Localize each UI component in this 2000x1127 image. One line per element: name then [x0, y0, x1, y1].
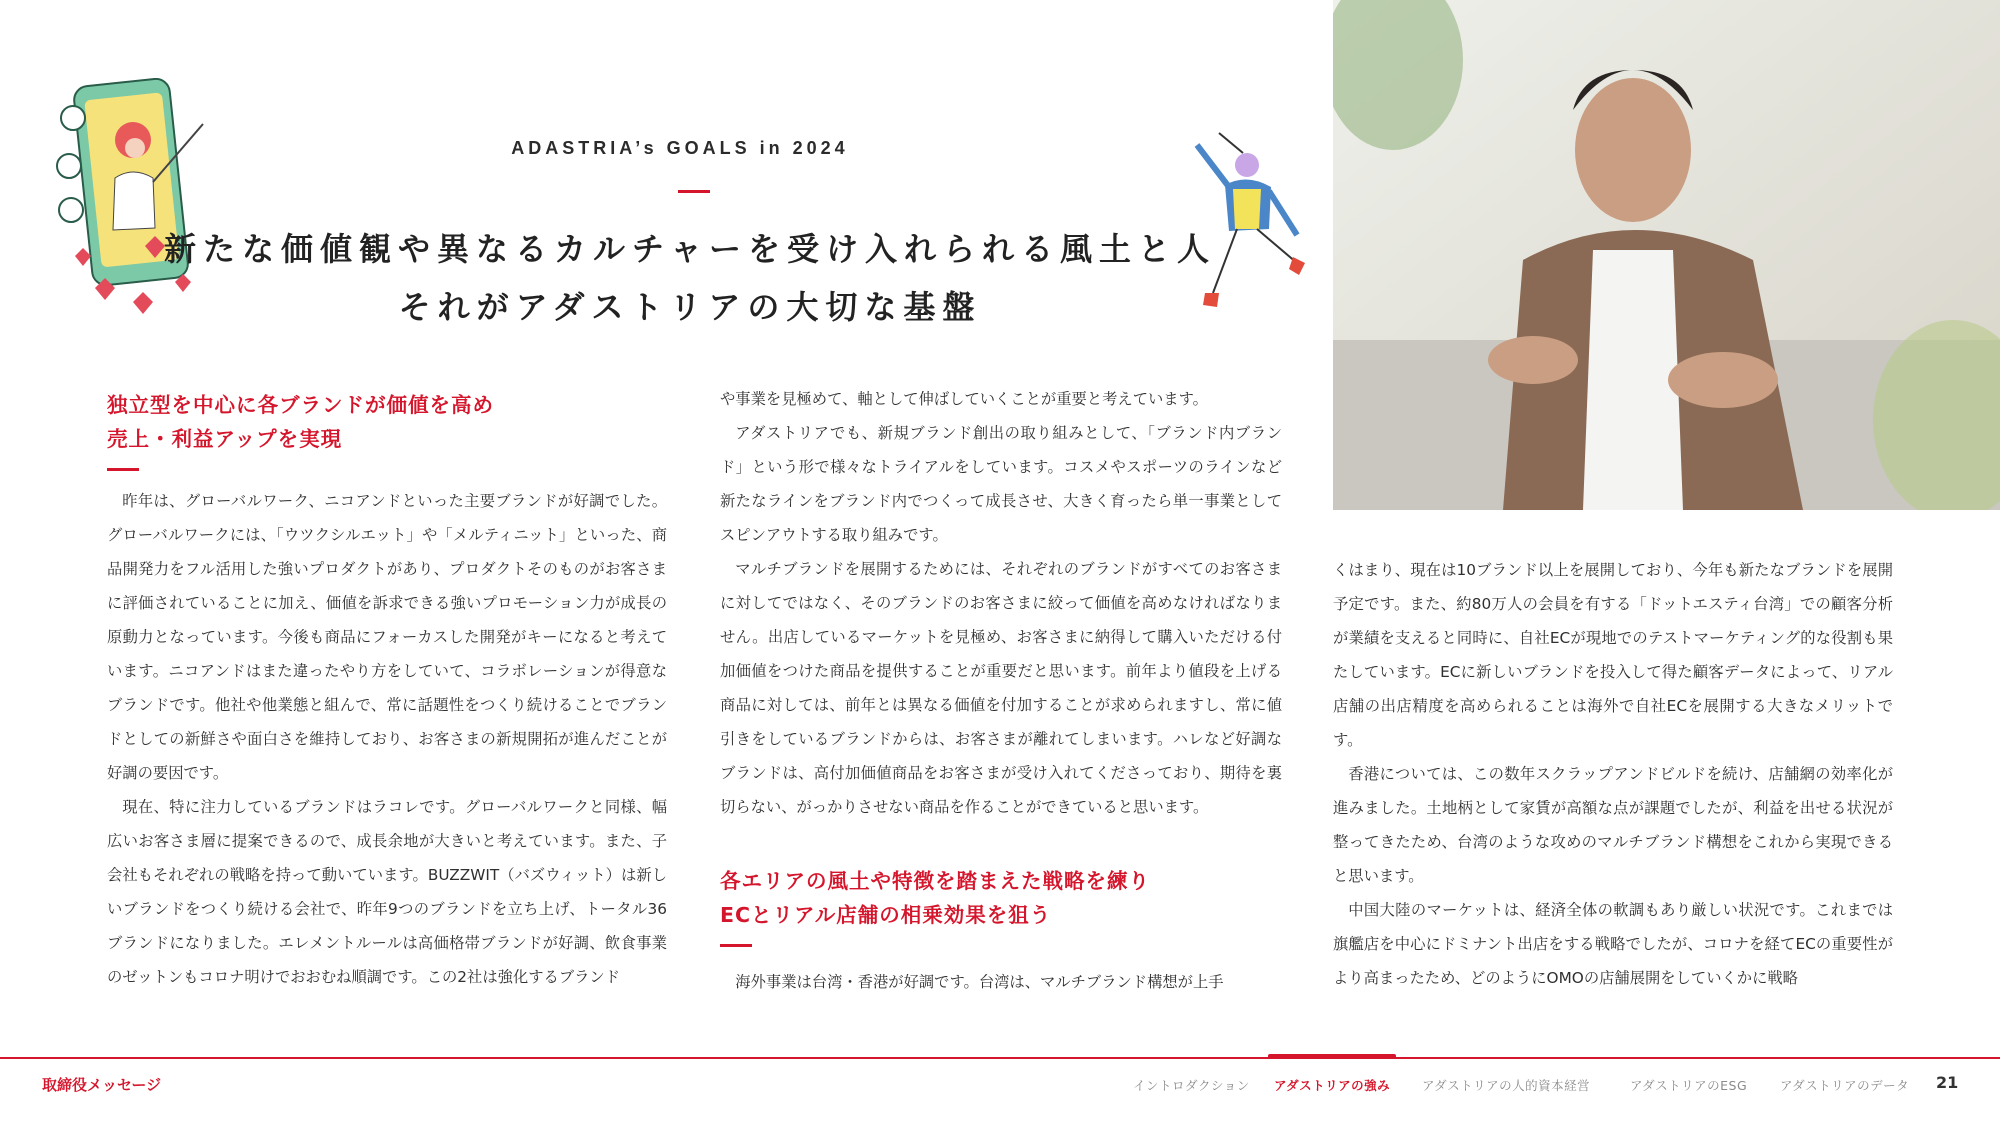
- goals-label: ADASTRIA’s GOALS in 2024: [511, 138, 849, 158]
- executive-photo: [1333, 0, 2000, 510]
- column-2-section-2: [720, 965, 1282, 999]
- paragraph: マルチブランドを展開するためには、それぞれのブランドがすべてのお客さまに対してではなく、そのブランドのお客さまに絞って価値を高めなければなりません。出店しているマーケットを見極め、お客さまに納得して購入いただける付加価値をつけた商品を提供することが重要だと思います。前年より値段を上げる商品に対しては、前年とは異なる価値を付加することが求められますし、常に値引きをしているブランドからは、お客さまが離れてしまいます。ハレなど好調なブランドは、高付加価値商品をお客さまが受け入れてくださっており、期待を裏切らない、がっかりさせない商品を作ることができていると思います。: [720, 560, 1282, 816]
- section-1-heading-line-2: 売上・利益アップを実現: [107, 427, 343, 451]
- paragraph: アダストリアでも、新規ブランド創出の取り組みとして、「ブランド内ブランド」という形で様々なトライアルをしています。コスメやスポーツのラインなど新たなラインをブランド内でつくって成長させ、大きく育ったら単一事業としてスピンアウトする取り組みです。: [720, 424, 1282, 544]
- nav-active-indicator: [1268, 1054, 1396, 1059]
- section-2-heading-line-1: 各エリアの風土や特徴を踏まえた戦略を練り: [720, 869, 1150, 893]
- nav-human-capital[interactable]: アダストリアの人的資本経営: [1422, 1078, 1591, 1093]
- section-1-heading-line-1: 独立型を中心に各ブランドが価値を高め: [107, 393, 494, 417]
- paragraph: 現在、特に注力しているブランドはラコレです。グローバルワークと同様、幅広いお客さま層に提案できるので、成長余地が大きいと考えています。また、子会社もそれぞれの戦略を持って動いています。BUZZWIT（バズウィット）は新しいブランドをつくり続ける会社で、昨年9つのブランドを立ち上げ、トータル36ブランドになりました。エレメントルールは高価格帯ブランドが好調、飲食事業のゼットンもコロナ明けでおおむね順調です。この2社は強化するブランド: [107, 798, 667, 986]
- paragraph: 香港については、この数年スクラップアンドビルドを続け、店舗網の効率化が進みました。土地柄として家賃が高額な点が課題でしたが、利益を出せる状況が整ってきたため、台湾のような攻めのマルチブランド構想をこれから実現できると思います。: [1333, 765, 1893, 885]
- nav-introduction[interactable]: イントロダクション: [1133, 1078, 1250, 1093]
- headline: [160, 220, 1220, 336]
- paragraph: 中国大陸のマーケットは、経済全体の軟調もあり厳しい状況です。これまでは旗艦店を中心にドミナント出店をする戦略でしたが、コロナを経てECの重要性がより高まったため、どのようにOMOの店舗展開をしていくかに戦略: [1333, 901, 1893, 987]
- headline-line-2: それがアダストリアの大切な基盤: [398, 288, 982, 326]
- section-1-divider: [107, 468, 139, 471]
- column-2: [720, 382, 1282, 824]
- goals-divider: [678, 190, 710, 193]
- footer-divider: [0, 1057, 2000, 1059]
- photo-placeholder: [1333, 0, 2000, 510]
- headline-line-1: 新たな価値観や異なるカルチャーを受け入れられる風土と人: [163, 230, 1217, 268]
- section-1-heading: [107, 388, 667, 456]
- nav-data[interactable]: アダストリアのデータ: [1780, 1078, 1910, 1093]
- paragraph: くはまり、現在は10ブランド以上を展開しており、今年も新たなブランドを展開予定です。また、約80万人の会員を有する「ドットエスティ台湾」での顧客分析が業績を支えると同時に、自社ECが現地でのテストマーケティング的な役割も果たしています。ECに新しいブランドを投入して得た顧客データによって、リアル店舗の出店精度を高められることは海外で自社ECを展開する大きなメリットです。: [1333, 561, 1893, 749]
- section-2-heading-line-2: ECとリアル店舗の相乗効果を狙う: [720, 903, 1052, 927]
- paragraph: 昨年は、グローバルワーク、ニコアンドといった主要ブランドが好調でした。グローバルワークには、「ウツクシルエット」や「メルティニット」といった、商品開発力をフル活用した強いプロダクトがあり、プロダクトそのものがお客さまに評価されていることに加え、価値を訴求できる強いプロモーション力が成長の原動力となっています。今後も商品にフォーカスした開発がキーになると考えています。ニコアンドはまた違ったやり方をしていて、コラボレーションが得意なブランドです。他社や他業態と組んで、常に話題性をつくり続けることでブランドとしての新鮮さや面白さを維持しており、お客さまの新規開拓が進んだことが好調の要因です。: [107, 492, 667, 782]
- column-1: [107, 484, 667, 994]
- nav-esg[interactable]: アダストリアのESG: [1630, 1078, 1748, 1093]
- paragraph: 海外事業は台湾・香港が好調です。台湾は、マルチブランド構想が上手: [735, 973, 1224, 991]
- nav-strengths[interactable]: アダストリアの強み: [1274, 1078, 1391, 1093]
- paragraph: や事業を見極めて、軸として伸ばしていくことが重要と考えています。: [720, 390, 1208, 408]
- footer-section-title: 取締役メッセージ: [42, 1076, 162, 1094]
- section-2-heading: [720, 864, 1280, 932]
- section-2-divider: [720, 944, 752, 947]
- page-number: 21: [1936, 1073, 1959, 1092]
- column-3: [1333, 553, 1893, 995]
